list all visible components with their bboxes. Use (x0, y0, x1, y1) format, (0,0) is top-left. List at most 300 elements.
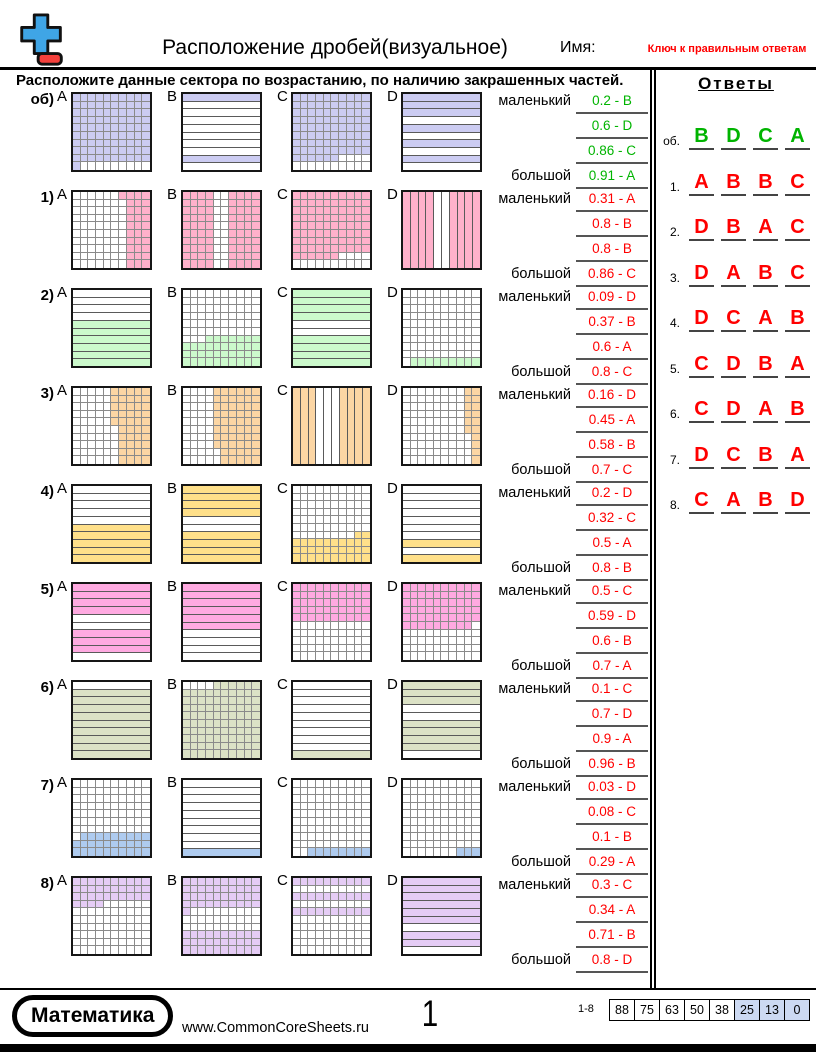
grid-cell (135, 215, 143, 223)
grid-cell (301, 592, 309, 600)
problem-number: 5) (40, 581, 54, 598)
grid-cell (191, 336, 199, 344)
grid-cell (191, 750, 199, 758)
grid-stripe (73, 290, 150, 298)
grid-cell (362, 652, 370, 660)
grid-cell (324, 931, 332, 939)
grid-letter: B (167, 872, 178, 889)
grid-stripe (293, 728, 370, 736)
grid-cell (418, 584, 426, 592)
grid-cell (418, 810, 426, 818)
grid-cell (403, 818, 411, 826)
grid-cell (308, 230, 316, 238)
grid-cell (418, 833, 426, 841)
grid-cell (237, 222, 245, 230)
grid-cell (301, 554, 309, 562)
grid-stripe (293, 682, 370, 690)
grid-stripe (293, 298, 370, 306)
grid-cell (293, 253, 301, 261)
grid-cell (119, 132, 127, 140)
grid-cell (331, 162, 339, 170)
answer-letter: D (689, 261, 714, 287)
grid-cell (135, 230, 143, 238)
grid-stripe (183, 94, 260, 102)
grid-cell (308, 486, 316, 494)
grid-cell (362, 788, 370, 796)
grid-cell (221, 456, 229, 464)
grid-cell (104, 94, 112, 102)
grid-cell (331, 155, 339, 163)
value-line: 0.2 - D (576, 482, 648, 506)
grid-cell (441, 305, 449, 313)
grid-cell (183, 411, 191, 419)
problem-row (0, 774, 650, 872)
grid-cell (426, 584, 434, 592)
grid-cell (472, 328, 480, 336)
grid-cell (411, 320, 419, 328)
grid-cell (104, 803, 112, 811)
grid-cell (104, 215, 112, 223)
grid-cell (191, 260, 199, 268)
grid-cell (293, 916, 301, 924)
grid-cell (127, 396, 135, 404)
grid-cell (252, 411, 260, 419)
grid-cell (316, 94, 324, 102)
grid-stripe (183, 102, 260, 110)
grid-cell (411, 403, 419, 411)
grid-cell (252, 298, 260, 306)
grid-cell (347, 878, 355, 886)
grid-cell (142, 434, 150, 442)
grid-stripe (403, 744, 480, 752)
grid-cell (403, 826, 411, 834)
grid-cell (111, 94, 119, 102)
grid-cell (198, 697, 206, 705)
grid-cell (434, 403, 442, 411)
grid-cell (362, 155, 370, 163)
grid-cell (88, 931, 96, 939)
grid-cell (119, 449, 127, 457)
grid-stripe (183, 819, 260, 827)
grid-cell (135, 200, 143, 208)
grid-cell (81, 441, 89, 449)
grid-cell (229, 207, 237, 215)
value-line: 0.8 - B (576, 557, 648, 581)
grid-cell (324, 547, 332, 555)
largest-label: большой (511, 658, 571, 674)
grid-cell (434, 426, 442, 434)
grid-cell (237, 396, 245, 404)
grid-cell (111, 222, 119, 230)
grid-cell (426, 313, 434, 321)
grid-cell (221, 931, 229, 939)
grid-cell (81, 260, 89, 268)
value-line: 0.1 - C (576, 678, 648, 702)
grid-cell (81, 916, 89, 924)
grid-cell (308, 132, 316, 140)
grid-cell (362, 547, 370, 555)
grid-cell (183, 358, 191, 366)
grid-cell (206, 336, 214, 344)
grid-cell (457, 630, 465, 638)
grid-letter: B (167, 578, 178, 595)
grid-cell (229, 441, 237, 449)
page-title: Расположение дробей(визуальное) (162, 36, 508, 59)
grid-cell (206, 230, 214, 238)
grid-stripe (183, 646, 260, 654)
grid-cell (449, 810, 457, 818)
grid-cell (214, 931, 222, 939)
grid-cell (362, 253, 370, 261)
grid-cell (355, 102, 363, 110)
grid-cell (252, 238, 260, 246)
grid-cell (119, 207, 127, 215)
grid-cell (81, 200, 89, 208)
grid-cell (183, 207, 191, 215)
grid-cell (347, 841, 355, 849)
grid-cell (104, 795, 112, 803)
grid-cell (426, 290, 434, 298)
grid-cell (142, 426, 150, 434)
grid-cell (252, 931, 260, 939)
grid-cell (252, 403, 260, 411)
grid-cell (127, 878, 135, 886)
grid-cell (104, 230, 112, 238)
grid-cell (96, 810, 104, 818)
grid-cell (331, 230, 339, 238)
grid-cell (191, 245, 199, 253)
grid-cell (301, 878, 309, 886)
grid-cell (221, 207, 229, 215)
grid-cell (316, 614, 324, 622)
grid-cell (198, 728, 206, 736)
grid-cell (472, 418, 480, 426)
grid-cell (127, 931, 135, 939)
grid-cell (245, 351, 253, 359)
grid-cell (96, 124, 104, 132)
grid-cell (301, 795, 309, 803)
grid-cell (411, 434, 419, 442)
grid-cell (426, 456, 434, 464)
grid-cell (127, 260, 135, 268)
grid-cell (347, 592, 355, 600)
grid-cell (88, 803, 96, 811)
grid-cell (214, 697, 222, 705)
grid-cell (96, 388, 104, 396)
grid-cell (331, 222, 339, 230)
grid-cell (198, 298, 206, 306)
grid-cell (426, 780, 434, 788)
grid-cell (308, 614, 316, 622)
grid-stripe (73, 352, 150, 360)
value-line: 0.2 - B (576, 90, 648, 114)
grid-letter: B (167, 186, 178, 203)
grid-cell (111, 916, 119, 924)
grid-cell (426, 388, 434, 396)
grid-cell (96, 245, 104, 253)
grid-cell (339, 238, 347, 246)
grid-cell (252, 253, 260, 261)
grid-cell (316, 599, 324, 607)
grid-cell (214, 403, 222, 411)
value-line: 0.86 - C (576, 263, 648, 287)
grid-cell (221, 238, 229, 246)
grid-cell (362, 554, 370, 562)
grid-cell (434, 388, 442, 396)
grid-cell (362, 833, 370, 841)
grid-cell (111, 124, 119, 132)
grid-cell (88, 788, 96, 796)
grid-cell (104, 260, 112, 268)
grid-cell (88, 826, 96, 834)
grid-cell (127, 456, 135, 464)
grid-cell (245, 916, 253, 924)
grid-cell (206, 931, 214, 939)
grid-cell (339, 939, 347, 947)
grid-cell (73, 878, 81, 886)
grid-cell (426, 645, 434, 653)
smallest-label: маленький (498, 681, 571, 697)
grid-cell (362, 645, 370, 653)
grid-cell (339, 245, 347, 253)
grid-cell (426, 637, 434, 645)
grid-cell (331, 516, 339, 524)
grid-cell (465, 614, 473, 622)
grid-stripe (309, 388, 317, 464)
grid-cell (142, 901, 150, 909)
grid-cell (457, 351, 465, 359)
grid-cell (81, 901, 89, 909)
grid-cell (229, 939, 237, 947)
grid-cell (221, 712, 229, 720)
grid-cell (221, 434, 229, 442)
grid-cell (119, 192, 127, 200)
grid-cell (449, 328, 457, 336)
grid-cell (362, 931, 370, 939)
grid-cell (457, 637, 465, 645)
grid-cell (119, 411, 127, 419)
grid-cell (104, 886, 112, 894)
grid-cell (449, 426, 457, 434)
grid-cell (411, 441, 419, 449)
grid-cell (355, 516, 363, 524)
website-url: www.CommonCoreSheets.ru (182, 1020, 369, 1036)
grid-cell (324, 788, 332, 796)
grid-cell (308, 637, 316, 645)
grid-cell (449, 343, 457, 351)
grid-cell (88, 222, 96, 230)
grid-cell (88, 124, 96, 132)
grid-cell (308, 501, 316, 509)
grid-cell (426, 441, 434, 449)
grid-cell (465, 818, 473, 826)
grid-cell (347, 117, 355, 125)
grid-cell (293, 215, 301, 223)
grid-cell (324, 584, 332, 592)
grid-cell (183, 320, 191, 328)
grid-cell (465, 351, 473, 359)
grid-cell (347, 200, 355, 208)
grid-cell (229, 908, 237, 916)
grid-cell (441, 818, 449, 826)
grid-cell (104, 253, 112, 261)
grid-cell (214, 449, 222, 457)
grid-cell (119, 124, 127, 132)
grid-cell (441, 630, 449, 638)
grid-cell (183, 735, 191, 743)
grid-cell (362, 147, 370, 155)
grid-cell (252, 893, 260, 901)
grid-cell (81, 132, 89, 140)
grid-cell (214, 426, 222, 434)
grid-cell (331, 554, 339, 562)
grid-cell (339, 155, 347, 163)
grid-cell (331, 486, 339, 494)
grid-cell (362, 818, 370, 826)
grid-cell (245, 238, 253, 246)
grid-stripe (73, 630, 150, 638)
grid-cell (135, 434, 143, 442)
grid-cell (339, 494, 347, 502)
grid-cell (142, 147, 150, 155)
grid-cell (221, 878, 229, 886)
grid-cell (142, 456, 150, 464)
grid-cell (324, 848, 332, 856)
grid-letter: A (57, 382, 68, 399)
grid-cell (206, 449, 214, 457)
grid-cell (472, 803, 480, 811)
grid-cell (245, 411, 253, 419)
grid-cell (206, 320, 214, 328)
grid-cell (135, 155, 143, 163)
grid-cell (339, 780, 347, 788)
grid-stripe (183, 148, 260, 156)
grid-cell (434, 336, 442, 344)
grid-cell (355, 780, 363, 788)
grid-cell (293, 260, 301, 268)
grid-cell (441, 456, 449, 464)
grid-cell (96, 147, 104, 155)
answer-letter: C (721, 443, 746, 469)
grid-cell (331, 132, 339, 140)
grid-cell (308, 109, 316, 117)
grid-cell (324, 539, 332, 547)
answer-letter: C (721, 306, 746, 332)
grid-cell (339, 637, 347, 645)
grid-cell (418, 630, 426, 638)
grid-stripe (183, 623, 260, 631)
grid-cell (418, 788, 426, 796)
grid-cell (214, 253, 222, 261)
grid-stripe (403, 501, 480, 509)
grid-stripe (183, 548, 260, 556)
grid-cell (331, 645, 339, 653)
grid-cell (441, 607, 449, 615)
grid-cell (252, 886, 260, 894)
grid-cell (355, 509, 363, 517)
grid-cell (191, 200, 199, 208)
grid-cell (457, 795, 465, 803)
grid-stripe (324, 388, 332, 464)
grid-cell (135, 939, 143, 947)
grid-cell (245, 313, 253, 321)
grid-cell (104, 946, 112, 954)
grid-cell (221, 908, 229, 916)
grid-cell (434, 795, 442, 803)
commoncoresheets-logo-icon (16, 12, 68, 68)
grid-cell (221, 886, 229, 894)
value-line: 0.59 - D (576, 605, 648, 629)
answer-letter: B (689, 124, 714, 150)
grid-cell (403, 788, 411, 796)
grid-cell (191, 712, 199, 720)
grid-cell (191, 343, 199, 351)
grid-cell (465, 411, 473, 419)
grid-cell (252, 396, 260, 404)
grid-cell (324, 117, 332, 125)
grid-cell (104, 418, 112, 426)
grid-cell (403, 614, 411, 622)
grid-cell (355, 607, 363, 615)
grid-cell (229, 728, 237, 736)
grid-letter: D (387, 284, 398, 301)
grid-cell (111, 939, 119, 947)
grid-cell (237, 697, 245, 705)
grid-cell (403, 841, 411, 849)
grid-cell (308, 547, 316, 555)
grid-cell (88, 810, 96, 818)
grid-cell (214, 418, 222, 426)
grid-cell (434, 313, 442, 321)
grid-cell (119, 155, 127, 163)
grid-stripe (183, 509, 260, 517)
grid-cell (73, 238, 81, 246)
grid-cell (198, 449, 206, 457)
smallest-label: маленький (498, 93, 571, 109)
grid-cell (418, 343, 426, 351)
grid-stripe (73, 697, 150, 705)
grid-cell (88, 901, 96, 909)
grid-cell (229, 238, 237, 246)
grid-stripe (403, 548, 480, 556)
grid-cell (324, 916, 332, 924)
grid-cell (81, 426, 89, 434)
grid-cell (331, 509, 339, 517)
grid-cell (81, 215, 89, 223)
grid-cell (362, 908, 370, 916)
grid-cell (411, 788, 419, 796)
grid-cell (142, 140, 150, 148)
grid-cell (191, 946, 199, 954)
grid-cell (339, 132, 347, 140)
grid-cell (293, 132, 301, 140)
grid-cell (88, 155, 96, 163)
grid-cell (308, 238, 316, 246)
grid-cell (142, 260, 150, 268)
grid-cell (127, 222, 135, 230)
grid-cell (301, 207, 309, 215)
grid-cell (301, 140, 309, 148)
grid-cell (206, 245, 214, 253)
grid-letter: B (167, 676, 178, 693)
grid-cell (293, 652, 301, 660)
grid-cell (88, 449, 96, 457)
grid-cell (119, 238, 127, 246)
grid-cell (221, 697, 229, 705)
grid-cell (411, 388, 419, 396)
grid-cell (362, 238, 370, 246)
grid-cell (183, 456, 191, 464)
